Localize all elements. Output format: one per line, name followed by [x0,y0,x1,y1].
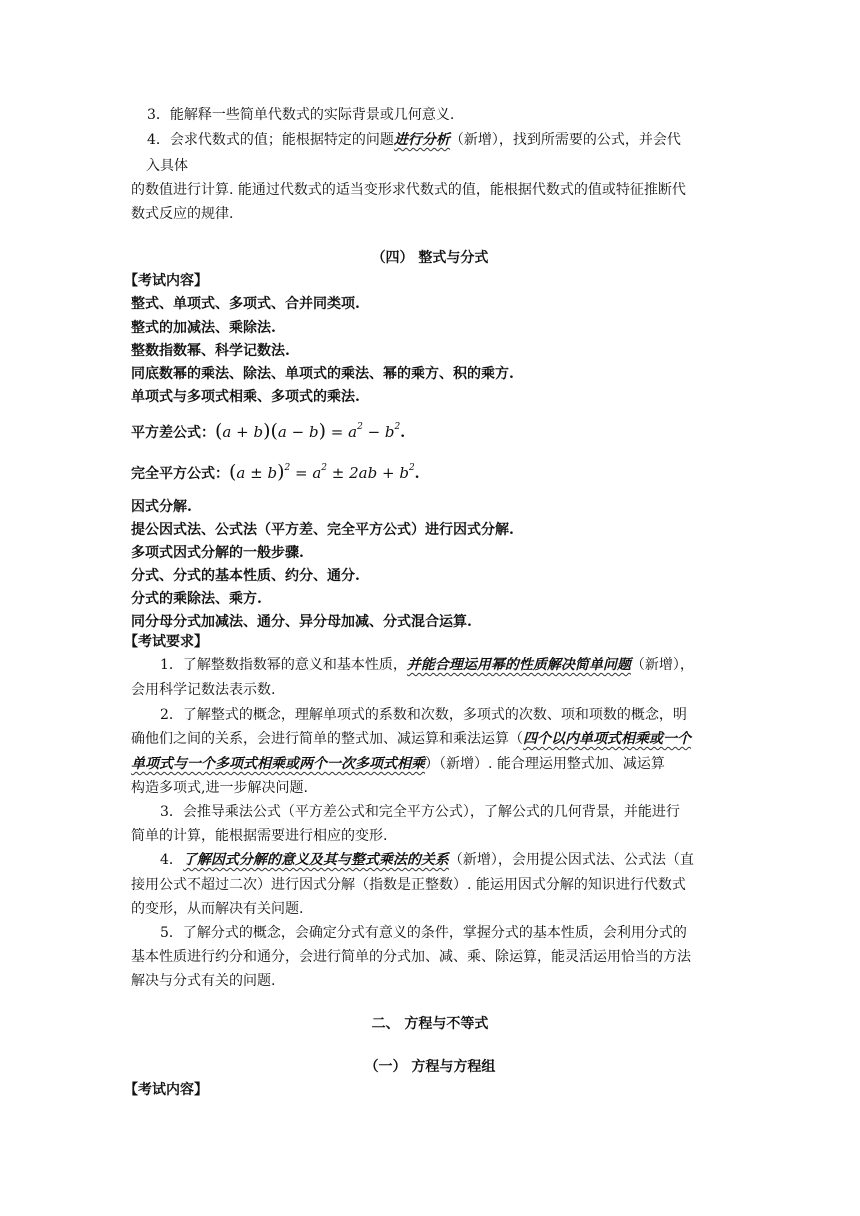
req-1-text-a: 1．了解整数指数幂的意义和基本性质， [160,657,407,673]
item-4-cont-c: 数式反应的规律. [131,206,234,222]
content2-line-1: 因式分解. [131,499,192,515]
content-line-4: 同底数幂的乘法、除法、单项式的乘法、幂的乘方、积的乘方. [131,366,514,382]
req-2-line-2 [131,729,691,749]
item-4-cont-b: 的数值进行计算. 能通过代数式的适当变形求代数式的值，能根据代数式的值或特征推断代 [131,182,686,198]
item-4-text-a: 4．会求代数式的值；能根据特定的问题 [147,132,394,148]
req-5-line-2: 基本性质进行约分和通分，会进行简单的分式加、减、乘、除运算，能灵活运用恰当的方法 [131,949,691,965]
difference-of-squares-line: 平方差公式：$(a + b)(a - b) = a^2 - b^2$. [131,420,406,442]
req-5-line-3: 解决与分式有关的问题. [131,973,276,989]
req-4-number: 4． [160,852,183,868]
item-3: 3．能解释一些简单代数式的实际背景或几何意义. [147,107,455,123]
perfect-square-formula: $(a \pm b)^2 = a^2 \pm 2ab + b^2$ [229,461,415,483]
section-4-requirements-heading: 【考试要求】 [124,634,208,650]
part-2-content-heading: 【考试内容】 [124,1082,208,1098]
req-1-cont: 会用科学记数法表示数. [131,682,276,698]
req-2-text-c: ）（新增）. 能合理运用整式加、减运算 [425,756,665,772]
item-4-text-b: （新增），找到所需要的公式，并会代 [449,132,681,148]
req-4-line-1 [160,850,694,870]
section-4-content-heading: 【考试内容】 [124,273,208,289]
req-2-text-b: 确他们之间的关系，会进行简单的整式加、减运算和乘法运算（ [131,731,523,747]
content-line-1: 整式、单项式、多项式、合并同类项. [131,296,360,312]
content2-line-3: 多项式因式分解的一般步骤. [131,545,304,561]
content-line-2: 整式的加减法、乘除法. [131,320,276,336]
req-4-line-2: 接用公式不超过二次）进行因式分解（指数是正整数）. 能运用因式分解的知识进行代数式 [131,877,686,893]
section-4-heading: （四） 整式与分式 [371,250,489,266]
content2-line-4: 分式、分式的基本性质、约分、通分. [131,568,360,584]
difference-of-squares-formula: $(a + b)(a - b) = a^2 - b^2$ [215,420,401,442]
content2-line-2: 提公因式法、公式法（平方差、完全平方公式）进行因式分解. [131,522,514,538]
item-4 [147,130,681,150]
req-2-line-3 [131,754,665,774]
difference-of-squares-label: 平方差公式： [131,425,215,441]
perfect-square-label: 完全平方公式： [131,466,229,482]
item-4-cont-a: 入具体 [146,158,188,174]
req-3-line-2: 简单的计算，能根据需要进行相应的变形. [131,828,388,844]
req-5-line-1: 5．了解分式的概念，会确定分式有意义的条件，掌握分式的基本性质，会利用分式的 [160,925,687,941]
perfect-square-line: 完全平方公式：$(a \pm b)^2 = a^2 \pm 2ab + b^2$. [131,461,420,483]
item-4-emphasis: 进行分析 [393,132,450,148]
req-1-text-b: （新增）， [630,657,694,673]
part-2-subheading: （一） 方程与方程组 [364,1059,496,1075]
content-line-3: 整数指数幂、科学记数法. [131,343,290,359]
req-2-emphasis-2: 单项式与一个多项式相乘或两个一次多项式相乘 [131,756,425,772]
content2-line-6: 同分母分式加减法、通分、异分母加减、分式混合运算. [131,614,472,630]
req-2-line-1: 2．了解整式的概念，理解单项式的系数和次数，多项式的次数、项和项数的概念，明 [160,707,687,723]
req-1 [160,655,694,675]
part-2-heading: 二、 方程与不等式 [371,1016,489,1032]
req-4-line-3: 的变形，从而解决有关问题. [131,901,304,917]
req-3-line-1: 3．会推导乘法公式（平方差公式和完全平方公式），了解公式的几何背景，并能进行 [160,804,680,820]
req-4-text-a: （新增），会用提公因式法、公式法（直 [448,852,694,868]
req-1-emphasis: 并能合理运用幂的性质解决简单问题 [406,657,631,673]
req-4-emphasis: 了解因式分解的意义及其与整式乘法的关系 [182,852,449,868]
content2-line-5: 分式的乘除法、乘方. [131,591,262,607]
req-2-line-4: 构造多项式,进一步解决问题. [131,780,308,796]
content-line-5: 单项式与多项式相乘、多项式的乘法. [131,389,360,405]
req-2-emphasis-1: 四个以内单项式相乘或一个 [523,731,691,747]
